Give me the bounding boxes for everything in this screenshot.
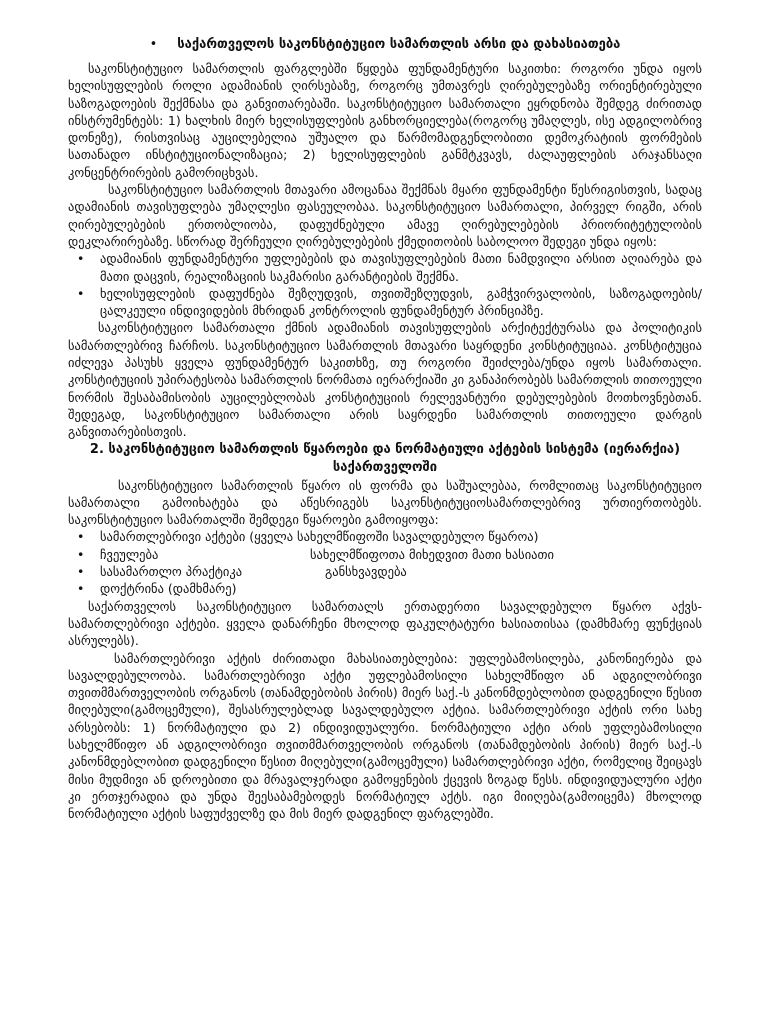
section-sources (68, 441, 702, 823)
section-1-heading-text: • საქართველოს საკონსტიტუციო სამართლის არსი და დახასიათება (150, 37, 621, 52)
source-label: დოქტრინა (დამხმარე) (100, 581, 237, 597)
list-item: • ადამიანის ფუნდამენტური უფლებების და თავისუფლებების მათი ნამდვილი არსით აღიარება და მათი დაცვის, რეალიზაციის საკმარისი გარანტიების შექმნა. (68, 250, 702, 285)
section-1-paragraph-2: საკონსტიტუციო სამართლის მთავარი ამოცანაა შექმნას მყარი ფუნდამენტი წესრიგისთვის, სადაც ადამიანის თავისუფლება უმაღლესი ფასეულობაა. საკონსტიტუციო სამართალი, პირველ რიგში, არის ღირებულებების ერთობლიობა, დაფუძნებული ამავე ღირებულებების პრიორიტეტულობის დეკლარირებაზე. სწორად შერჩეული ღირებულებების ქმედითობის საბოლოო შედეგი უნდა იყოს: (68, 182, 702, 249)
section-2-paragraph-3: სამართლებრივი აქტის ძირითადი მახასიათებლებია: უფლებამოსილება, კანონიერება და სავალდებულოობა. სამართლებრივი აქტი უფლებამოსილი სახელმწიფო ან ადგილობრივი თვითმმართველობის ორგანოს (თანამდებობის პირის) მიერ საქ.-ს კანონმდებლობით დადგენილი წესით მიღებული(გამოცემული), შესასრულებლად სავალდებულო აქტია. სამართლებრივი აქტის ორი სახე არსებობს: 1) ნორმატიული და 2) ინდივიდუალური. ნორმატიული აქტი არის უფლებამოსილი სახელმწიფო ან ადგილობრივი თვითმმართველობის ორგანოს (თანამდებობის პირის) მიერ საქ.-ს კანონმდებლობით დადგენილი წესით მიღებული(გამოცემული) სამართლებრივი აქტი, რომელიც შეიცავს მისი მუდმივი ან დროებითი და მრავალჯერადი გამოყენების ქცევის ზოგად წესს. ინდივიდუალური აქტი კი ერთჯერადია და უნდა შეესაბამებოდეს ნორმატიულ აქტს. იგი მიიღება(გამოიცემა) მხოლოდ ნორმატიული აქტის საფუძველზე და მის მიერ დადგენილ ფარგლებში. (68, 650, 702, 822)
list-item: • ხელისუფლების დაფუძნება შეზღუდვის, თვითშეზღუდვის, გამჭვირვალობის, საზოგადოების/ცალკეული ინდივიდების მხრიდან კონტროლის ფუნდამენტურ პრინციპზე. (68, 285, 702, 320)
list-item (68, 528, 702, 545)
section-2-heading: 2. საკონსტიტუციო სამართლის წყაროები და ნორმატიული აქტების სისტემა (იერარქია) საქართველოში (89, 441, 681, 475)
section-1-paragraph-3: საკონსტიტუციო სამართალი ქმნის ადამიანის თავისუფლების არქიტექტურასა და პოლიტიკის სამართლებრივ ჩარჩოს. საკონსტიტუციო სამართლის მთავარი საყრდენი კონსტიტუციაა. კონსტიტუცია იძლევა პასუხს ყველა ფუნდამენტურ საკითხზე, თუ როგორი შეიძლება/უნდა იყოს სამართალი. კონსტიტუციის უპირატესობა სამართლის ნორმათა იერარქიაში კი განაპირობებს სამართლის თითოეული ნორმის შესაბამისობის აუცილებლობას კონსტიტუციის რელევანტური დებულებების მოთხოვნებთან. შედეგად, საკონსტიტუციო სამართალი არის საყრდენი სამართლის თითოეული დარგის განვითარებისთვის. (68, 320, 702, 440)
source-label: სამართლებრივი აქტები (ყველა სახელმწიფოში სავალდებულო წყაროა) (100, 529, 539, 545)
section-essence (68, 36, 702, 441)
sources-bullet-list (68, 528, 702, 597)
list-item (68, 563, 702, 580)
values-bullet-list (68, 250, 702, 319)
source-label: ჩვეულება (100, 546, 159, 562)
source-note: განსხვავდება (325, 564, 407, 580)
list-item (68, 546, 702, 563)
section-1-paragraph-1: საკონსტიტუციო სამართლის ფარგლებში წყდება ფუნდამენტური საკითხი: როგორი უნდა იყოს ხელისუფლების როლი ადამიანის ღირსებაზე, როგორც უმთავრეს ღირებულებაზე ორიენტირებული საზოგადოების შექმნასა და განვითარებაში. საკონსტიტუციო სამართალი ეყრდნობა შემდეგ ძირითად ინსტრუმენტებს: 1) ხალხის მიერ ხელისუფლების განხორციელება(როგორც უმაღლეს, ისე ადგილობრივ დონეზე), რისთვისაც აუცილებელია უშუალო და წარმომადგენლობითი დემოკრატიის ფორმების სათანადო ინსტიტუციონალიზაცია; 2) ხელისუფლების განმტკვავს, ძალაუფლების არაჯანსაღი კონცენტრირების გამორიცხვას. (68, 61, 702, 180)
source-label: სასამართლო პრაქტიკა (100, 564, 243, 580)
section-2-paragraph-2: საქართველოს საკონსტიტუციო სამართალს ერთადერთი სავალდებულო წყარო აქვს- სამართლებრივი აქტები. ყველა დანარჩენი მხოლოდ ფაკულტატური ხასიათისაა (დამხმარე ფუნქციას ასრულებს). (68, 598, 702, 649)
section-2-paragraph-1: საკონსტიტუციო სამართლის წყარო ის ფორმა და საშუალებაა, რომლითაც საკონსტიტუციო სამართალი გამოიხატება და აწესრიგებს საკონსტიტუციოსამართლებრივ ურთიერთობებს. საკონსტიტუციო სამართალში შემდეგი წყაროები გამოიყოფა: (68, 477, 702, 528)
list-item (68, 580, 702, 597)
section-1-heading (68, 36, 702, 54)
source-note: სახელმწიფოთა მიხედვით მათი ხასიათი (310, 546, 555, 562)
